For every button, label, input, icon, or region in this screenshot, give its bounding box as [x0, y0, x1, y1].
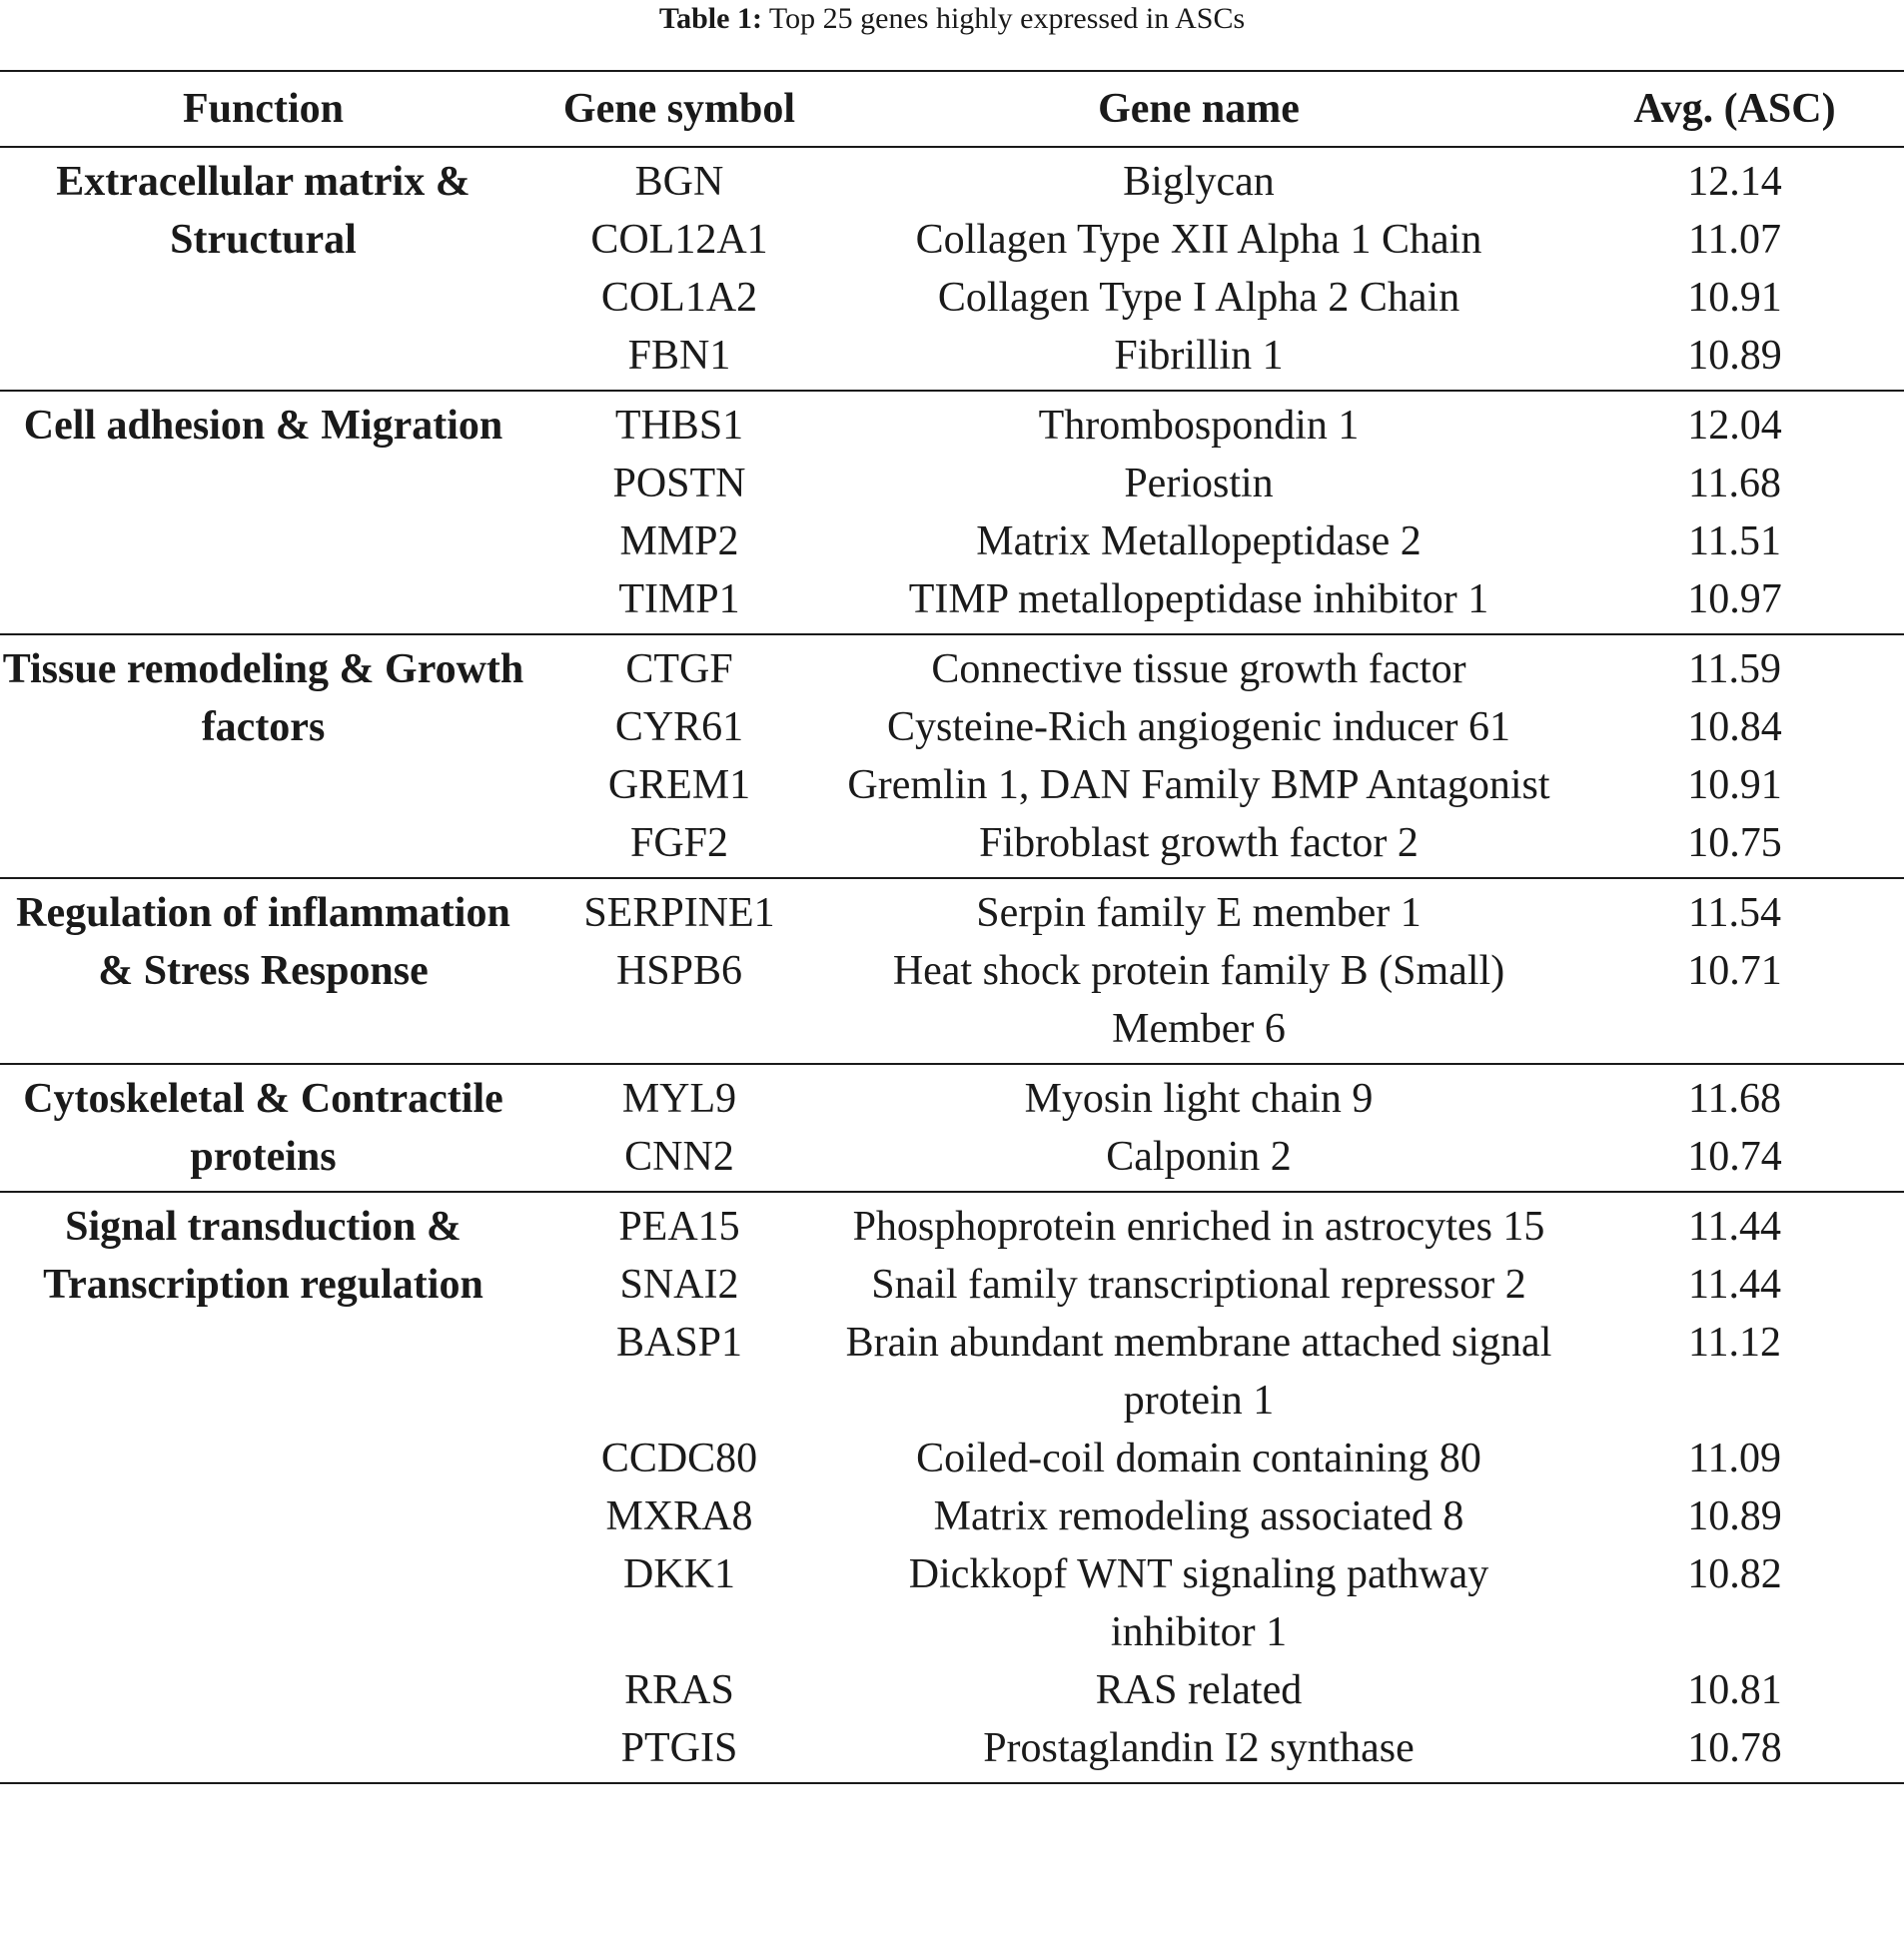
table-row	[526, 1128, 1904, 1186]
gene-symbol-cell: BGN	[634, 159, 724, 205]
function-cell: Extracellular matrix & Structural	[56, 159, 471, 263]
gene-symbol-cell: CTGF	[625, 646, 733, 692]
table-group	[0, 148, 1904, 392]
avg-asc-cell: 11.44	[1688, 1204, 1781, 1250]
table-row	[526, 640, 1904, 698]
table-group	[0, 1193, 1904, 1784]
gene-name-cell: Biglycan	[1123, 159, 1275, 205]
gene-name-cell: Phosphoprotein enriched in astrocytes 15	[852, 1204, 1545, 1250]
header-avg-asc: Avg. (ASC)	[1633, 86, 1836, 132]
table-row	[526, 814, 1904, 872]
table-row	[526, 1256, 1904, 1314]
table-row	[526, 756, 1904, 814]
gene-name-cell: Matrix remodeling associated 8	[933, 1493, 1464, 1539]
gene-symbol-cell: PTGIS	[620, 1725, 738, 1771]
gene-symbol-cell: MMP2	[619, 518, 739, 564]
caption-label: Table 1:	[658, 2, 762, 35]
avg-asc-cell: 11.68	[1688, 1076, 1781, 1122]
avg-asc-cell: 12.14	[1687, 159, 1782, 205]
table-row	[526, 211, 1904, 269]
table-caption	[0, 0, 1904, 38]
function-cell: Tissue remodeling & Growth factors	[2, 646, 524, 750]
gene-name-cell: Brain abundant membrane attached signal protein 1	[845, 1320, 1552, 1424]
avg-asc-cell: 11.09	[1688, 1436, 1781, 1481]
gene-name-cell: Prostaglandin I2 synthase	[983, 1725, 1415, 1771]
gene-name-cell: Dickkopf WNT signaling pathway inhibitor 1	[908, 1551, 1489, 1655]
avg-asc-cell: 10.81	[1687, 1667, 1782, 1713]
avg-asc-cell: 11.07	[1688, 217, 1781, 263]
table-row	[526, 570, 1904, 628]
gene-name-cell: TIMP metallopeptidase inhibitor 1	[908, 576, 1489, 622]
gene-name-cell: Periostin	[1124, 461, 1274, 506]
avg-asc-cell: 11.54	[1688, 890, 1781, 936]
gene-symbol-cell: FBN1	[627, 333, 731, 379]
gene-symbol-cell: MXRA8	[605, 1493, 753, 1539]
gene-symbol-cell: FGF2	[629, 820, 729, 866]
gene-symbol-cell: RRAS	[624, 1667, 734, 1713]
table-row	[526, 698, 1904, 756]
table-row	[526, 455, 1904, 512]
gene-symbol-cell: POSTN	[612, 461, 746, 506]
gene-name-cell: Calponin 2	[1106, 1134, 1292, 1180]
gene-symbol-cell: COL1A2	[600, 275, 758, 321]
gene-symbol-cell: BASP1	[615, 1320, 743, 1366]
table-row	[526, 1719, 1904, 1777]
gene-name-cell: Coiled-coil domain containing 80	[916, 1436, 1481, 1481]
avg-asc-cell: 10.89	[1687, 1493, 1782, 1539]
table-group	[0, 879, 1904, 1065]
gene-name-cell: Heat shock protein family B (Small) Member 6	[892, 948, 1505, 1052]
gene-symbol-cell: THBS1	[614, 403, 744, 449]
gene-name-cell: Cysteine-Rich angiogenic inducer 61	[887, 704, 1510, 750]
gene-symbol-cell: DKK1	[623, 1551, 735, 1597]
avg-asc-cell: 10.84	[1687, 704, 1782, 750]
table-group	[0, 635, 1904, 879]
avg-asc-cell: 11.44	[1688, 1262, 1781, 1308]
avg-asc-cell: 10.82	[1687, 1551, 1782, 1597]
table-row	[526, 269, 1904, 327]
avg-asc-cell: 12.04	[1687, 403, 1782, 449]
gene-symbol-cell: CCDC80	[600, 1436, 758, 1481]
avg-asc-cell: 10.71	[1687, 948, 1782, 994]
gene-name-cell: Collagen Type I Alpha 2 Chain	[937, 275, 1460, 321]
gene-name-cell: Myosin light chain 9	[1024, 1076, 1374, 1122]
table-row	[526, 153, 1904, 211]
table-header	[0, 70, 1904, 148]
table-group	[0, 1065, 1904, 1193]
avg-asc-cell: 11.59	[1688, 646, 1781, 692]
table-row	[526, 1070, 1904, 1128]
gene-symbol-cell: HSPB6	[615, 948, 743, 994]
avg-asc-cell: 10.78	[1687, 1725, 1782, 1771]
avg-asc-cell: 10.74	[1687, 1134, 1782, 1180]
avg-asc-cell: 10.91	[1687, 762, 1782, 808]
avg-asc-cell: 11.51	[1688, 518, 1781, 564]
avg-asc-cell: 11.12	[1688, 1320, 1781, 1366]
gene-symbol-cell: TIMP1	[618, 576, 740, 622]
avg-asc-cell: 10.91	[1687, 275, 1782, 321]
table-row	[526, 1314, 1904, 1430]
function-cell: Cytoskeletal & Contractile proteins	[23, 1076, 503, 1180]
table-row	[526, 942, 1904, 1058]
gene-symbol-cell: SNAI2	[619, 1262, 739, 1308]
table-row	[526, 1430, 1904, 1487]
gene-name-cell: Thrombospondin 1	[1038, 403, 1360, 449]
gene-symbol-cell: SERPINE1	[583, 890, 775, 936]
gene-name-cell: RAS related	[1095, 1667, 1303, 1713]
gene-name-cell: Snail family transcriptional repressor 2	[871, 1262, 1526, 1308]
gene-name-cell: Connective tissue growth factor	[931, 646, 1466, 692]
table-row	[526, 1487, 1904, 1545]
table-row	[526, 1661, 1904, 1719]
gene-symbol-cell: CNN2	[624, 1134, 734, 1180]
caption-text: Top 25 genes highly expressed in ASCs	[768, 2, 1246, 35]
function-cell: Cell adhesion & Migration	[23, 403, 503, 449]
gene-table	[0, 70, 1904, 1784]
gene-name-cell: Serpin family E member 1	[976, 890, 1422, 936]
avg-asc-cell: 10.89	[1687, 333, 1782, 379]
gene-name-cell: Matrix Metallopeptidase 2	[976, 518, 1422, 564]
gene-symbol-cell: MYL9	[621, 1076, 737, 1122]
table-row	[526, 1545, 1904, 1661]
table-body	[0, 148, 1904, 1784]
table-group	[0, 392, 1904, 635]
avg-asc-cell: 11.68	[1688, 461, 1781, 506]
avg-asc-cell: 10.97	[1687, 576, 1782, 622]
header-gene-symbol: Gene symbol	[562, 86, 796, 132]
function-cell: Regulation of inflammation & Stress Response	[16, 890, 510, 994]
header-gene-name: Gene name	[1098, 86, 1300, 132]
gene-symbol-cell: PEA15	[618, 1204, 740, 1250]
gene-symbol-cell: COL12A1	[590, 217, 768, 263]
table-row	[526, 397, 1904, 455]
table-row	[526, 327, 1904, 385]
header-function: Function	[182, 86, 345, 132]
avg-asc-cell: 10.75	[1687, 820, 1782, 866]
gene-name-cell: Collagen Type XII Alpha 1 Chain	[915, 217, 1482, 263]
gene-symbol-cell: CYR61	[614, 704, 744, 750]
table-row	[526, 1198, 1904, 1256]
gene-name-cell: Fibroblast growth factor 2	[979, 820, 1419, 866]
gene-name-cell: Gremlin 1, DAN Family BMP Antagonist	[847, 762, 1550, 808]
table-row	[526, 884, 1904, 942]
gene-symbol-cell: GREM1	[607, 762, 751, 808]
function-cell: Signal transduction & Transcription regulation	[43, 1204, 483, 1308]
table-row	[526, 512, 1904, 570]
gene-name-cell: Fibrillin 1	[1114, 333, 1284, 379]
